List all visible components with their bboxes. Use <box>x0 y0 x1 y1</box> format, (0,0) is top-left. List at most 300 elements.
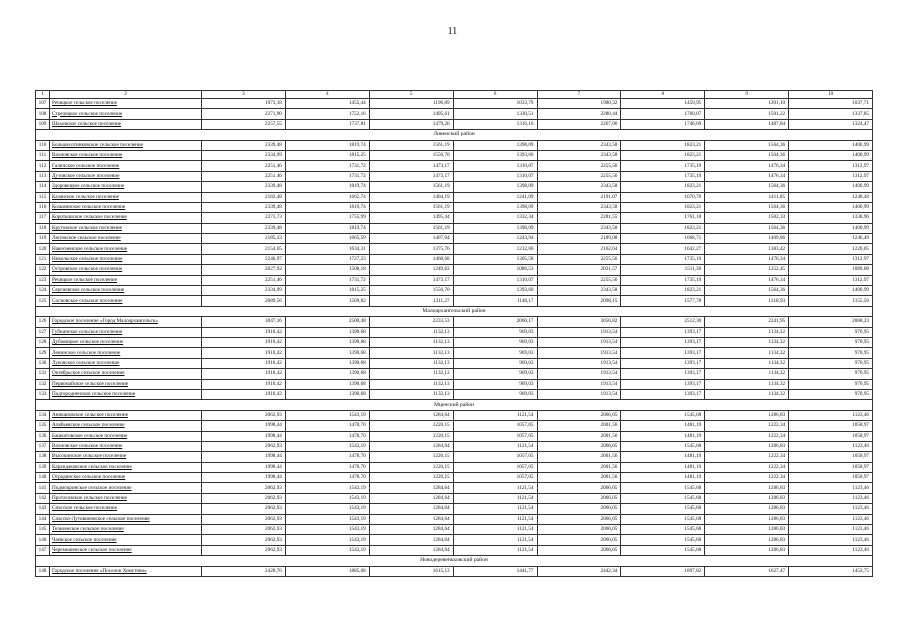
row-number: 121 <box>36 254 50 264</box>
row-number: 148 <box>36 566 50 576</box>
value-cell: 2339,48 <box>202 182 286 192</box>
value-cell: 1400,99 <box>789 202 873 212</box>
value-cell: 1400,99 <box>789 150 873 160</box>
value-cell: 1564,36 <box>705 202 789 212</box>
value-cell: 1123,46 <box>789 483 873 493</box>
value-cell: 1910,42 <box>202 389 286 399</box>
table-row <box>36 483 873 493</box>
row-number: 132 <box>36 379 50 389</box>
value-cell: 1286,83 <box>705 493 789 503</box>
value-cell: 1819,74 <box>285 223 369 233</box>
value-cell: 2031,57 <box>537 265 621 275</box>
value-cell: 2062,93 <box>202 504 286 514</box>
value-cell: 1393,17 <box>621 358 705 368</box>
value-cell: 1815,25 <box>285 286 369 296</box>
value-cell: 1123,46 <box>789 525 873 535</box>
column-header: 2 <box>50 91 202 99</box>
value-cell: 2066,05 <box>537 545 621 555</box>
value-cell: 1222,34 <box>705 462 789 472</box>
column-header: 1 <box>36 91 50 99</box>
value-cell: 2066,05 <box>537 514 621 524</box>
table-row <box>36 234 873 244</box>
value-cell: 1561,19 <box>369 223 453 233</box>
table-row <box>36 389 873 399</box>
value-cell: 1089,08 <box>789 265 873 275</box>
value-cell: 1220,15 <box>369 452 453 462</box>
value-cell: 1545,68 <box>621 545 705 555</box>
settlement-name: Большесотниковское сельское поселение <box>50 140 202 150</box>
settlement-name: Протасовское сельское поселение <box>50 493 202 503</box>
row-number: 115 <box>36 192 50 202</box>
row-number: 128 <box>36 337 50 347</box>
value-cell: 1561,19 <box>369 140 453 150</box>
value-cell: 1476,34 <box>705 275 789 285</box>
value-cell: 1033,79 <box>453 99 537 109</box>
table-row <box>36 202 873 212</box>
value-cell: 1980,32 <box>537 99 621 109</box>
settlement-name: Черемошенское сельское поселение <box>50 545 202 555</box>
value-cell: 1642,27 <box>621 244 705 254</box>
value-cell: 1543,19 <box>285 545 369 555</box>
table-row <box>36 369 873 379</box>
value-cell: 1132,13 <box>369 369 453 379</box>
value-cell: 1284,64 <box>369 493 453 503</box>
value-cell: 1478,70 <box>285 452 369 462</box>
table-row <box>36 493 873 503</box>
column-header: 5 <box>369 91 453 99</box>
value-cell: 1241,09 <box>453 192 537 202</box>
value-cell: 1502,33 <box>705 213 789 223</box>
value-cell: 2251,46 <box>202 171 286 181</box>
value-cell: 1913,54 <box>537 327 621 337</box>
value-cell: 1310,07 <box>453 161 537 171</box>
settlement-name: Галичское сельское поселение <box>50 161 202 171</box>
value-cell: 2066,05 <box>537 535 621 545</box>
value-cell: 1332,34 <box>453 213 537 223</box>
settlement-name: Губкинское сельское поселение <box>50 327 202 337</box>
value-cell: 1134,32 <box>705 358 789 368</box>
value-cell: 1823,21 <box>621 182 705 192</box>
district-title: Ливенский район <box>36 130 873 140</box>
table-row <box>36 462 873 472</box>
value-cell: 1913,54 <box>537 337 621 347</box>
column-header: 4 <box>285 91 369 99</box>
value-cell: 1201,10 <box>705 99 789 109</box>
table-row <box>36 317 873 327</box>
table-row <box>36 99 873 109</box>
value-cell: 2428,76 <box>202 566 286 576</box>
value-cell: 1564,36 <box>705 182 789 192</box>
value-cell: 1501,22 <box>705 109 789 119</box>
value-cell: 1823,21 <box>621 202 705 212</box>
value-cell: 1284,64 <box>369 504 453 514</box>
value-cell: 1220,05 <box>789 244 873 254</box>
value-cell: 3056,82 <box>537 317 621 327</box>
value-cell: 1390,68 <box>285 327 369 337</box>
value-cell: 1670,70 <box>621 192 705 202</box>
value-cell: 1134,32 <box>705 369 789 379</box>
settlement-name: Спасско-Лутовиновское сельское поселение <box>50 514 202 524</box>
row-number: 112 <box>36 161 50 171</box>
column-header: 9 <box>705 91 789 99</box>
value-cell: 1545,68 <box>621 483 705 493</box>
value-cell: 1398,09 <box>453 223 537 233</box>
value-cell: 1312,97 <box>789 171 873 181</box>
value-cell: 1286,83 <box>705 504 789 514</box>
column-header: 6 <box>453 91 537 99</box>
value-cell: 1324,47 <box>789 119 873 129</box>
district-section-row <box>36 400 873 410</box>
settlement-name: Подгородненское сельское поселение <box>50 389 202 399</box>
value-cell: 1286,83 <box>705 545 789 555</box>
value-cell: 1481,19 <box>621 473 705 483</box>
value-cell: 1393,60 <box>453 150 537 160</box>
value-cell: 1634,31 <box>285 244 369 254</box>
value-cell: 2251,46 <box>202 161 286 171</box>
value-cell: 1760,07 <box>621 109 705 119</box>
value-cell: 1121,54 <box>453 535 537 545</box>
value-cell: 1668,71 <box>621 234 705 244</box>
value-cell: 1246,49 <box>789 234 873 244</box>
value-cell: 1910,42 <box>202 327 286 337</box>
value-cell: 1330,51 <box>453 109 537 119</box>
row-number: 137 <box>36 441 50 451</box>
value-cell: 1312,97 <box>789 275 873 285</box>
table-row <box>36 337 873 347</box>
value-cell: 1746,69 <box>621 119 705 129</box>
value-cell: 1495,61 <box>369 109 453 119</box>
value-cell: 1121,54 <box>453 410 537 420</box>
value-cell: 1400,99 <box>789 223 873 233</box>
value-cell: 1148,17 <box>453 296 537 306</box>
value-cell: 1476,34 <box>705 161 789 171</box>
value-cell: 1121,54 <box>453 441 537 451</box>
value-cell: 970,95 <box>789 369 873 379</box>
value-cell: 969,03 <box>453 327 537 337</box>
value-cell: 2255,56 <box>537 254 621 264</box>
value-cell: 1284,64 <box>369 545 453 555</box>
value-cell: 1885,08 <box>285 566 369 576</box>
value-cell: 1375,76 <box>369 244 453 254</box>
value-cell: 1390,68 <box>285 358 369 368</box>
settlement-name: Городское поселение «Город Малоархангельск» <box>50 317 202 327</box>
row-number: 125 <box>36 296 50 306</box>
value-cell: 1545,68 <box>621 535 705 545</box>
value-cell: 2066,05 <box>537 525 621 535</box>
value-cell: 1222,34 <box>705 421 789 431</box>
value-cell: 1086,53 <box>453 265 537 275</box>
value-cell: 1132,13 <box>369 337 453 347</box>
value-cell: 1243,94 <box>453 234 537 244</box>
value-cell: 969,03 <box>453 337 537 347</box>
value-cell: 1543,19 <box>285 493 369 503</box>
row-number: 116 <box>36 202 50 212</box>
value-cell: 1220,15 <box>369 421 453 431</box>
value-cell: 970,95 <box>789 348 873 358</box>
column-header: 7 <box>537 91 621 99</box>
settlement-name: Казанское сельское поселение <box>50 192 202 202</box>
row-number: 136 <box>36 431 50 441</box>
value-cell: 1222,34 <box>705 452 789 462</box>
value-cell: 1123,46 <box>789 493 873 503</box>
district-title: Новодеревеньковский район <box>36 556 873 566</box>
value-cell: 970,95 <box>789 327 873 337</box>
value-cell: 2343,58 <box>537 150 621 160</box>
value-cell: 1487,84 <box>705 119 789 129</box>
value-cell: 1057,05 <box>453 421 537 431</box>
value-cell: 2273,73 <box>202 213 286 223</box>
value-cell: 1286,83 <box>705 483 789 493</box>
value-cell: 1338,96 <box>789 213 873 223</box>
row-number: 117 <box>36 213 50 223</box>
value-cell: 1731,72 <box>285 171 369 181</box>
value-cell: 2257,55 <box>202 119 286 129</box>
value-cell: 1390,68 <box>285 389 369 399</box>
value-cell: 2089,56 <box>202 296 286 306</box>
row-number: 111 <box>36 150 50 160</box>
row-number: 120 <box>36 244 50 254</box>
value-cell: 1312,97 <box>789 254 873 264</box>
value-cell: 1155,56 <box>789 296 873 306</box>
table-row <box>36 525 873 535</box>
value-cell: 1390,68 <box>285 379 369 389</box>
value-cell: 2182,48 <box>202 192 286 202</box>
settlement-name: Козьминское сельское поселение <box>50 202 202 212</box>
value-cell: 1220,15 <box>369 431 453 441</box>
table-row <box>36 182 873 192</box>
value-cell: 1455,44 <box>285 99 369 109</box>
value-cell: 1910,42 <box>202 379 286 389</box>
value-cell: 1543,19 <box>285 483 369 493</box>
value-cell: 969,03 <box>453 379 537 389</box>
settlement-name: Речицкое сельское поселение <box>50 99 202 109</box>
value-cell: 2512,30 <box>621 317 705 327</box>
settlement-name: Сергиевское сельское поселение <box>50 286 202 296</box>
value-cell: 2066,05 <box>537 504 621 514</box>
value-cell: 1393,17 <box>621 327 705 337</box>
value-cell: 1390,68 <box>285 369 369 379</box>
value-cell: 1134,32 <box>705 379 789 389</box>
value-cell: 2062,93 <box>202 483 286 493</box>
value-cell: 2001,56 <box>537 462 621 472</box>
value-cell: 2062,93 <box>202 525 286 535</box>
settlement-name: Здоровецкое сельское поселение <box>50 182 202 192</box>
row-number: 108 <box>36 109 50 119</box>
value-cell: 1481,19 <box>621 452 705 462</box>
value-cell: 1121,54 <box>453 525 537 535</box>
value-cell: 2343,58 <box>537 202 621 212</box>
table-row <box>36 358 873 368</box>
row-number: 145 <box>36 525 50 535</box>
value-cell: 1453,75 <box>789 566 873 576</box>
value-cell: 1910,42 <box>202 358 286 368</box>
row-number: 126 <box>36 317 50 327</box>
value-cell: 1383,42 <box>705 244 789 254</box>
value-cell: 1058,97 <box>789 473 873 483</box>
settlement-name: Чаевское сельское поселение <box>50 535 202 545</box>
settlement-name: Островское сельское поселение <box>50 265 202 275</box>
value-cell: 2066,05 <box>537 410 621 420</box>
row-number: 122 <box>36 265 50 275</box>
row-number: 113 <box>36 171 50 181</box>
value-cell: 1755,99 <box>285 213 369 223</box>
table-row <box>36 275 873 285</box>
settlement-name: Никольское сельское поселение <box>50 254 202 264</box>
value-cell: 1577,78 <box>621 296 705 306</box>
value-cell: 1481,19 <box>621 421 705 431</box>
value-cell: 2191,07 <box>537 192 621 202</box>
table-row <box>36 109 873 119</box>
value-cell: 969,03 <box>453 348 537 358</box>
value-cell: 2334,99 <box>202 150 286 160</box>
table-row <box>36 504 873 514</box>
value-cell: 1286,83 <box>705 514 789 524</box>
value-cell: 2154,05 <box>202 244 286 254</box>
row-number: 114 <box>36 182 50 192</box>
value-cell: 1284,64 <box>369 441 453 451</box>
value-cell: 2271,90 <box>202 109 286 119</box>
value-cell: 2001,56 <box>537 421 621 431</box>
value-cell: 1058,97 <box>789 421 873 431</box>
value-cell: 1134,32 <box>705 327 789 337</box>
value-cell: 1121,54 <box>453 493 537 503</box>
value-cell: 1478,70 <box>285 431 369 441</box>
value-cell: 1543,19 <box>285 410 369 420</box>
value-cell: 1735,19 <box>621 275 705 285</box>
value-cell: 1823,21 <box>621 223 705 233</box>
row-number: 110 <box>36 140 50 150</box>
table-row <box>36 452 873 462</box>
row-number: 140 <box>36 473 50 483</box>
value-cell: 1318,93 <box>705 296 789 306</box>
settlement-name: Подмокринское сельское поселение <box>50 483 202 493</box>
settlement-name: Вахновское сельское поселение <box>50 441 202 451</box>
settlement-name: Отрадинское сельское поселение <box>50 473 202 483</box>
value-cell: 1913,54 <box>537 379 621 389</box>
table-row <box>36 348 873 358</box>
value-cell: 1731,72 <box>285 275 369 285</box>
value-cell: 1132,13 <box>369 327 453 337</box>
value-cell: 3047,16 <box>202 317 286 327</box>
row-number: 109 <box>36 119 50 129</box>
value-cell: 970,95 <box>789 358 873 368</box>
row-number: 127 <box>36 327 50 337</box>
district-section-row <box>36 556 873 566</box>
district-section-row <box>36 130 873 140</box>
value-cell: 1132,13 <box>369 389 453 399</box>
value-cell: 1479,26 <box>369 119 453 129</box>
table-row <box>36 119 873 129</box>
value-cell: 1057,05 <box>453 452 537 462</box>
value-cell: 1495,44 <box>369 213 453 223</box>
value-cell: 1441,77 <box>453 566 537 576</box>
table-row <box>36 223 873 233</box>
value-cell: 1222,34 <box>705 473 789 483</box>
value-cell: 1393,17 <box>621 369 705 379</box>
value-cell: 1735,19 <box>621 171 705 181</box>
value-cell: 969,03 <box>453 358 537 368</box>
settlement-name: Высокинское сельское поселение <box>50 452 202 462</box>
value-cell: 1910,42 <box>202 369 286 379</box>
value-cell: 1823,21 <box>621 286 705 296</box>
value-cell: 1212,66 <box>453 244 537 254</box>
table-row <box>36 535 873 545</box>
value-cell: 1735,19 <box>621 254 705 264</box>
value-cell: 1564,36 <box>705 223 789 233</box>
value-cell: 1481,19 <box>621 462 705 472</box>
table-row <box>36 286 873 296</box>
value-cell: 2062,93 <box>202 441 286 451</box>
settlement-name: Ленинское сельское поселение <box>50 348 202 358</box>
value-cell: 1393,17 <box>621 337 705 347</box>
settlement-name: Сосновское сельское поселение <box>50 296 202 306</box>
value-cell: 1286,83 <box>705 410 789 420</box>
value-cell: 2189,08 <box>537 234 621 244</box>
value-cell: 1057,05 <box>453 431 537 441</box>
value-cell: 1398,09 <box>453 202 537 212</box>
value-cell: 2062,93 <box>202 545 286 555</box>
value-cell: 1284,64 <box>369 535 453 545</box>
value-cell: 2060,17 <box>453 317 537 327</box>
column-header: 8 <box>621 91 705 99</box>
value-cell: 1476,34 <box>705 171 789 181</box>
value-cell: 970,95 <box>789 379 873 389</box>
value-cell: 1545,68 <box>621 504 705 514</box>
value-cell: 1473,17 <box>369 161 453 171</box>
table-row <box>36 213 873 223</box>
value-cell: 1222,34 <box>705 431 789 441</box>
value-cell: 1057,05 <box>453 473 537 483</box>
value-cell: 1121,54 <box>453 504 537 514</box>
value-cell: 2246,97 <box>202 254 286 264</box>
value-cell: 1473,17 <box>369 171 453 181</box>
value-cell: 1998,44 <box>202 452 286 462</box>
value-cell: 1476,34 <box>705 254 789 264</box>
value-cell: 1121,54 <box>453 514 537 524</box>
value-cell: 1662,74 <box>285 192 369 202</box>
value-cell: 1058,97 <box>789 431 873 441</box>
value-cell: 2001,56 <box>537 473 621 483</box>
value-cell: 2343,58 <box>537 223 621 233</box>
value-cell: 1973,18 <box>202 99 286 109</box>
value-cell: 1913,54 <box>537 369 621 379</box>
value-cell: 1123,46 <box>789 410 873 420</box>
value-cell: 1123,46 <box>789 504 873 514</box>
value-cell: 1897,82 <box>621 566 705 576</box>
row-number: 146 <box>36 535 50 545</box>
value-cell: 1123,46 <box>789 441 873 451</box>
value-cell: 1556,70 <box>369 286 453 296</box>
value-cell: 1037,71 <box>789 99 873 109</box>
settlement-name: Алябьевское сельское поселение <box>50 421 202 431</box>
value-cell: 1511,30 <box>621 265 705 275</box>
settlement-name: Дубовицкое сельское поселение <box>50 337 202 347</box>
value-cell: 1998,44 <box>202 462 286 472</box>
value-cell: 1393,17 <box>621 348 705 358</box>
value-cell: 1390,68 <box>285 348 369 358</box>
value-cell: 1393,17 <box>621 379 705 389</box>
value-cell: 2339,48 <box>202 223 286 233</box>
value-cell: 1478,70 <box>285 421 369 431</box>
value-cell: 1913,54 <box>537 389 621 399</box>
row-number: 107 <box>36 99 50 109</box>
value-cell: 1473,17 <box>369 275 453 285</box>
settlement-name: Лютовское сельское поселение <box>50 234 202 244</box>
settlement-name: Шаховское сельское поселение <box>50 119 202 129</box>
value-cell: 1284,64 <box>369 483 453 493</box>
value-cell: 1311,27 <box>369 296 453 306</box>
value-cell: 2233,53 <box>369 317 453 327</box>
